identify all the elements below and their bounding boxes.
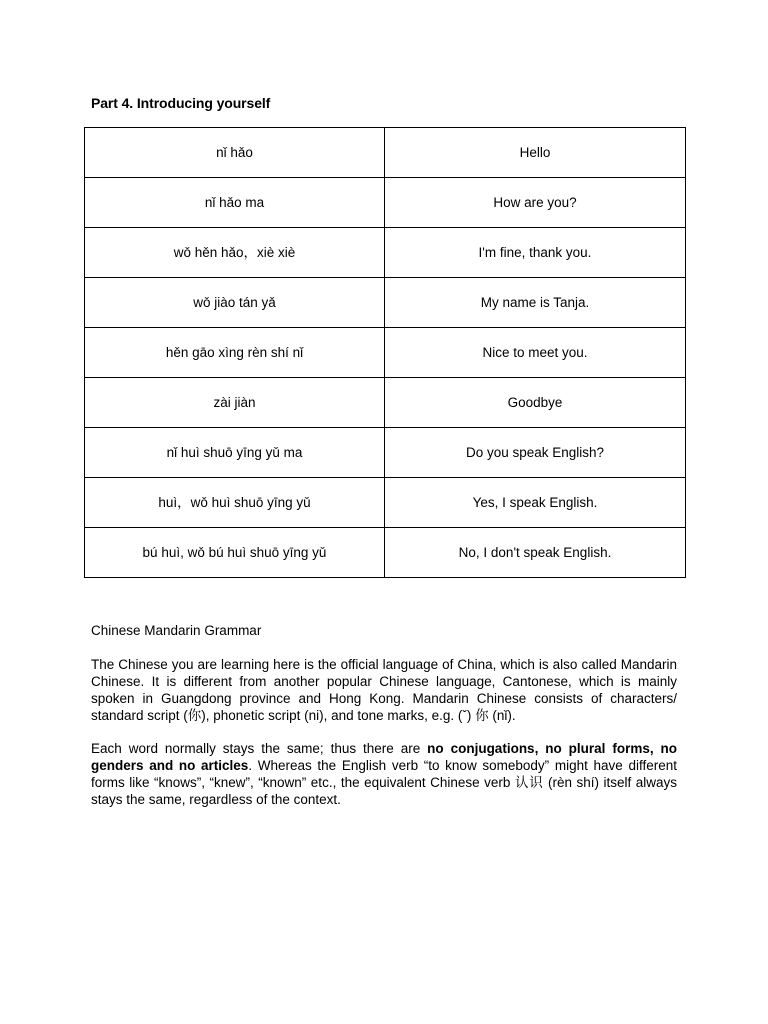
english-cell: Nice to meet you.	[385, 328, 686, 378]
phrase-table	[84, 127, 686, 578]
table-row	[85, 228, 686, 278]
english-cell: Hello	[385, 128, 686, 178]
grammar-paragraph-intro: The Chinese you are learning here is the official language of China, which is also called Mandarin Chinese. It is different from another popular Chinese language, Cantonese, which is mainly spoken in Guangdong province and Hong Kong. Mandarin Chinese consists of characters/ standard script (你), phonetic script (ni), and tone marks, e.g. (ˇ) 你 (nǐ).	[91, 657, 677, 723]
table-row	[85, 378, 686, 428]
table-row	[85, 478, 686, 528]
table-row	[85, 428, 686, 478]
grammar-paragraph-rules	[91, 740, 677, 808]
table-row	[85, 528, 686, 578]
english-cell: No, I don't speak English.	[385, 528, 686, 578]
table-row	[85, 278, 686, 328]
pinyin-cell: nǐ hǎo	[85, 128, 385, 178]
english-cell: Do you speak English?	[385, 428, 686, 478]
section-title: Part 4. Introducing yourself	[91, 95, 271, 111]
table-row	[85, 128, 686, 178]
english-cell: Yes, I speak English.	[385, 478, 686, 528]
english-cell: Goodbye	[385, 378, 686, 428]
pinyin-cell: nǐ huì shuō yīng yǔ ma	[85, 428, 385, 478]
english-cell: How are you?	[385, 178, 686, 228]
table-row	[85, 328, 686, 378]
english-cell: I'm fine, thank you.	[385, 228, 686, 278]
pinyin-cell: wǒ hěn hǎo，xiè xiè	[85, 228, 385, 278]
pinyin-cell: hěn gāo xìng rèn shí nǐ	[85, 328, 385, 378]
paragraph-emphasis: no conjugations, no plural forms, no genders and no articles	[91, 741, 677, 773]
pinyin-cell: wǒ jiào tán yǎ	[85, 278, 385, 328]
table-row	[85, 178, 686, 228]
paragraph-text-start: Each word normally stays the same; thus there are	[91, 741, 428, 756]
paragraph-text-end: . Whereas the English verb “to know somebody” might have different forms like “knows”, “knew”, “known” etc., the equivalent Chinese verb 认识 (rèn shí) itself always stays the same, regardless of the context.	[91, 758, 677, 807]
english-cell: My name is Tanja.	[385, 278, 686, 328]
grammar-heading: Chinese Mandarin Grammar	[91, 623, 262, 638]
pinyin-cell: zài jiàn	[85, 378, 385, 428]
pinyin-cell: nǐ hǎo ma	[85, 178, 385, 228]
pinyin-cell: huì，wǒ huì shuō yīng yǔ	[85, 478, 385, 528]
pinyin-cell: bú huì, wǒ bú huì shuō yīng yǔ	[85, 528, 385, 578]
